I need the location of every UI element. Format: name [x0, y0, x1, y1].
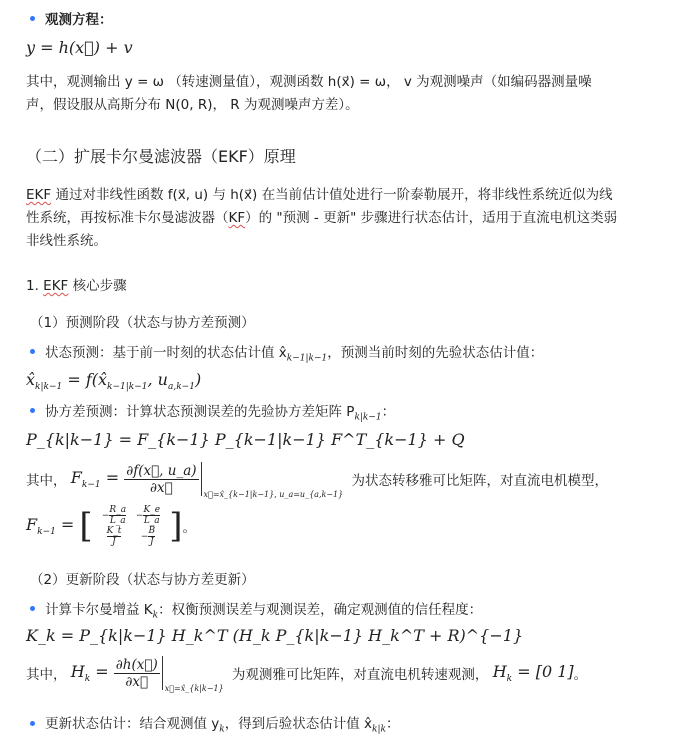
intro-text: ）的 "预测 - 更新" 步骤进行状态估计，适用于直流电机这类弱 — [245, 210, 618, 226]
cov-pred-colon: ： — [381, 404, 396, 420]
mat-a22-num: B — [148, 526, 156, 536]
mat-end: 。 — [182, 520, 197, 536]
state-pred-sub: k−1|k−1 — [286, 353, 328, 364]
eval-bar — [201, 462, 202, 496]
mat-a21-den: J — [112, 537, 116, 547]
obsjac-post: 为观测雅可比矩阵，对直流电机转速观测， — [231, 667, 489, 683]
section2-intro-line1 — [26, 183, 665, 203]
state-pred-label — [45, 341, 665, 364]
bullet-dot — [30, 349, 35, 354]
state-pred-equation — [26, 370, 665, 392]
gain-sub: k — [152, 610, 159, 621]
mat-a12-num: K_e — [143, 505, 161, 515]
upd-text: 更新状态估计：结合观测值 y — [45, 716, 220, 732]
steps-heading-text: 核心步骤 — [68, 278, 127, 294]
eq-sub: k|k−1 — [35, 382, 63, 393]
matrix-f-body: − $\frac{R\_a}{L\_a}$ − $\frac{K\_e}{L\_a}$ $\frac{K\_t}{J}$ − $\frac{B}{J}$ — [101, 505, 161, 547]
obsjac-pre: 其中， — [26, 667, 67, 683]
eq-part: = f(x̂ — [62, 370, 108, 389]
obsjac-numerator: ∂h(x⃗) — [115, 656, 158, 673]
mat-a12-den: L_a — [143, 516, 160, 526]
eq-sub: k−1|k−1 — [107, 382, 148, 393]
bullet-dot — [30, 408, 35, 413]
kf-term: KF — [228, 210, 246, 226]
gain-equation: K_k = P_{k|k−1} H_k^T (H_k P_{k|k−1} H_k^T + R)^{−1} — [26, 626, 524, 645]
eq-sub: a,k−1 — [167, 382, 195, 393]
cov-pred-text: 协方差预测：计算状态预测误差的先验协方差矩阵 P — [45, 404, 355, 420]
jac-denominator: ∂x⃗ — [150, 479, 173, 496]
steps-heading-num: 1. — [26, 278, 44, 294]
jac-lhs-sub: k−1 — [81, 480, 101, 491]
intro-text: 性系统，再按标准卡尔曼滤波器（ — [26, 210, 229, 226]
state-pred-text: 状态预测：基于前一时刻的状态估计值 x̂ — [45, 345, 287, 361]
section2-intro-line2 — [26, 206, 665, 226]
cov-pred-label — [45, 400, 665, 423]
upd-sub: k — [219, 724, 225, 735]
cov-pred-equation: P_{k|k−1} = F_{k−1} P_{k−1|k−1} F^T_{k−1} + Q — [26, 430, 465, 449]
obs-desc-line2: 声，假设服从高斯分布 N(0, R)， R 为观测噪声方差）。 — [26, 97, 359, 113]
bullet-dot — [30, 16, 35, 21]
bullet-dot — [30, 721, 35, 726]
jacobian-h-row: 其中， $H_k$ = $\frac{\partial h(x⃗)}{\partial x⃗}$ $_{x⃗=x̂\_\{k|k-1\}}$ 为观测雅可比矩阵，对直流电机转速观测， $H_k = [0$ 1]。 — [26, 656, 588, 693]
jac-post: 为状态转移雅可比矩阵，对直流电机模型， — [351, 473, 609, 489]
gain-text: 计算卡尔曼增益 K — [45, 602, 153, 618]
jac-pre: 其中， — [26, 473, 67, 489]
bullet-dot — [30, 606, 35, 611]
obsjac-val: = [0 1] — [512, 661, 574, 681]
obs-equation: y = h(x⃗) + v — [26, 38, 133, 57]
obs-desc-line1: 其中，观测输出 y = ω （转速测量值），观测函数 h(x⃗) = ω， v 为观测噪声（如编码器测量噪 — [26, 74, 592, 90]
obsjac-denominator: ∂x⃗ — [125, 673, 149, 690]
mat-lhs: F — [26, 514, 38, 534]
jac-numerator: ∂f(x⃗, u_a) — [126, 462, 197, 479]
obsjac-lhs: H — [70, 661, 85, 681]
predict-title: （1）预测阶段（状态与协方差预测） — [30, 315, 255, 331]
matrix-f: [ — [79, 506, 93, 546]
update-state-label — [45, 712, 665, 735]
cov-pred-sub: k|k−1 — [354, 412, 382, 423]
mat-a21-num: K_t — [106, 526, 122, 536]
mat-a11-num: R_a — [109, 505, 127, 515]
mat-a11-den: L_a — [109, 516, 126, 526]
jac-lhs: F — [70, 467, 82, 487]
ekf-term: EKF — [43, 278, 69, 294]
eq-part: ) — [194, 370, 202, 389]
mat-a22-den: J — [149, 537, 154, 547]
eq-part: x̂ — [26, 370, 36, 389]
matrix-f-close: ] — [169, 506, 183, 546]
obs-heading: 观测方程 — [45, 12, 99, 28]
upd-sub2: k|k — [372, 724, 386, 735]
upd-mid: ，得到后验状态估计值 x̂ — [224, 716, 373, 732]
obsjac-end: 。 — [573, 667, 588, 683]
steps-heading — [26, 274, 665, 294]
obsjac-val-sub: k — [506, 674, 513, 685]
obsjac-val-lhs: H — [492, 661, 507, 681]
eval-bar — [162, 656, 163, 690]
section2-intro-line3: 非线性系统。 — [26, 233, 107, 249]
matrix-f-row: $F_{k-1}$ = [ − $\frac{R\_a}{L\_a}$ − $\frac{K\_e}{L\_a}$ $\frac{K\_t}{J}$ − $\frac{B}{J}$ ]。 — [26, 505, 197, 547]
section2-title: （二）扩展卡尔曼滤波器（EKF）原理 — [26, 147, 296, 166]
upd-end: ： — [385, 716, 400, 732]
intro-text: 通过对非线性函数 f(x⃗, u) 与 h(x⃗) 在当前估计值处进行一阶泰勒展开，将非线性系统近似为线 — [51, 187, 613, 203]
jac-eval: x⃗=x̂_{k−1|k−1}, u_a=u_{a,k−1} — [203, 490, 344, 499]
mat-lhs-sub: k−1 — [37, 527, 56, 538]
obs-heading-row — [45, 8, 665, 28]
update-title: （2）更新阶段（状态与协方差更新） — [30, 572, 255, 588]
obsjac-eval: x⃗=x̂_{k|k−1} — [164, 684, 224, 693]
state-pred-rest: ，预测当前时刻的先验状态估计值： — [327, 345, 544, 361]
eq-part: , u — [147, 370, 168, 389]
jacobian-f-row: 其中， $F_{k-1}$ = $\frac{\partial f(x⃗, u\_a)}{\partial x⃗}$ $_{x⃗=x̂\_\{k-1|k-1\}, u\_a=u\_\{a,k-1\}}$ 为状态转移雅可比矩阵，对直流电机模型， — [26, 462, 609, 499]
gain-label — [45, 598, 665, 621]
gain-rest: ：权衡预测误差与观测误差，确定观测值的信任程度： — [158, 602, 483, 618]
ekf-term: EKF — [26, 187, 52, 203]
obs-heading-colon: ： — [99, 12, 113, 28]
obsjac-lhs-sub: k — [84, 674, 91, 685]
